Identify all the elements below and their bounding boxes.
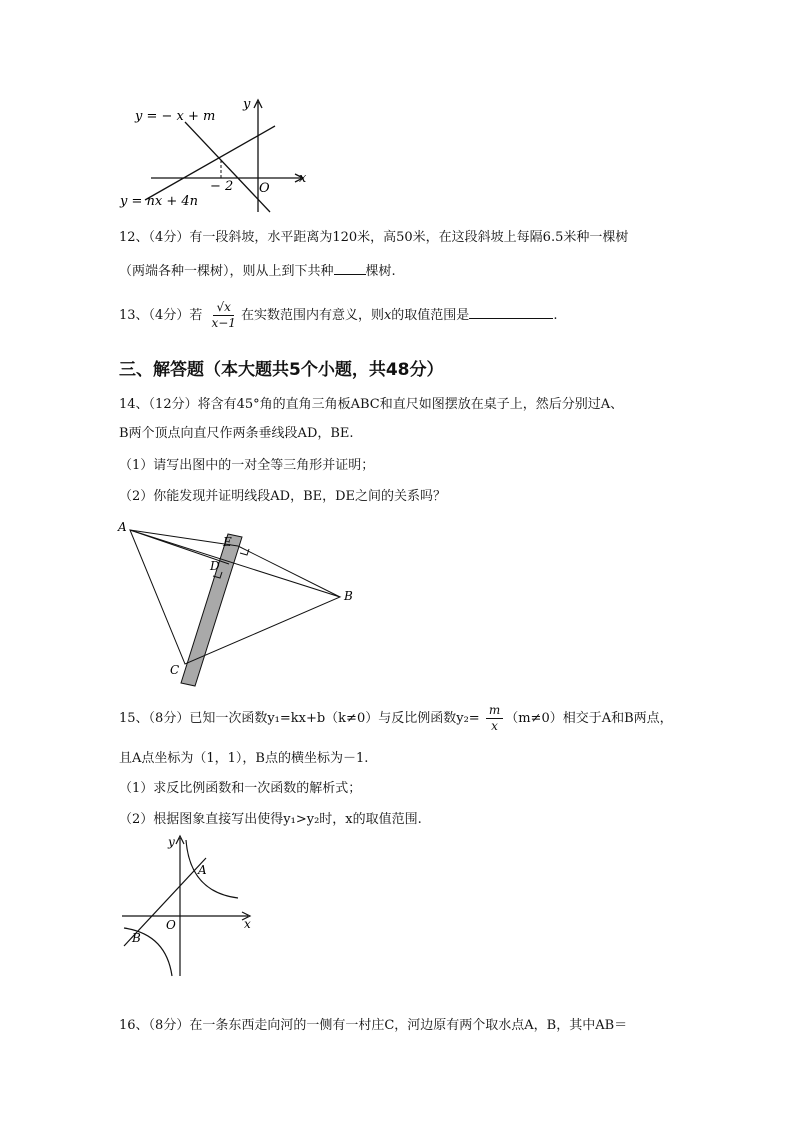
q15-prefix: 15、（8分）已知一次函数y₁=kx+b（k≠0）与反比例函数y₂= — [119, 711, 480, 726]
origin-label: O — [166, 918, 176, 932]
point-d-label: D — [210, 559, 220, 573]
answer-blank[interactable] — [334, 260, 366, 275]
m-over-x-fraction — [486, 703, 503, 734]
eq2-label: y = nx + 4n — [120, 194, 199, 209]
q12-line2 — [119, 260, 396, 281]
vertex-b-label: B — [344, 589, 353, 603]
q13-middle: 在实数范围内有意义，则 — [240, 308, 384, 323]
ruler — [181, 534, 242, 686]
hyperbola-branch-1 — [186, 840, 238, 898]
q12-line2-end: 棵树. — [365, 264, 396, 279]
q15-part2: （2）根据图象直接写出使得y₁>y₂时，x的取值范围. — [119, 812, 422, 827]
section-heading: 三、解答题（本大题共5个小题，共48分） — [119, 360, 444, 380]
tick-label: − 2 — [210, 179, 234, 194]
eq1-label: y = − x + m — [135, 109, 216, 124]
point-e-label: E — [223, 535, 232, 549]
linear-functions-figure — [115, 94, 315, 218]
origin-label: O — [259, 181, 270, 196]
q15-line1 — [119, 701, 673, 737]
fraction-numerator: m — [486, 703, 503, 719]
fraction-numerator: √x — [213, 300, 233, 316]
segment-ae — [130, 530, 238, 546]
vertex-c-label: C — [170, 663, 180, 677]
point-b-label: B — [132, 931, 141, 945]
q15-part1: （1）求反比例函数和一次函数的解析式； — [119, 781, 362, 796]
q12-line2-text: （两端各种一棵树），则从上到下共种 — [119, 264, 334, 279]
y-axis-label: y — [168, 835, 175, 849]
q13-variable: x — [383, 308, 392, 323]
fraction-denominator: x−1 — [211, 316, 236, 330]
q12-line1: 12、（4分）有一段斜坡，水平距离为120米，高50米，在这段斜坡上每隔6.5米种一棵树 — [119, 230, 629, 245]
q13-line — [119, 298, 557, 334]
q15-suffix: （m≠0）相交于A和B两点， — [505, 711, 673, 726]
hyperbola-line-figure — [118, 832, 258, 980]
y-axis-label: y — [243, 97, 251, 112]
x-axis-label: x — [244, 917, 251, 931]
point-a-label: A — [198, 863, 207, 877]
q13-end: . — [553, 308, 558, 323]
segment-be — [238, 546, 340, 597]
q14-line2: B两个顶点向直尺作两条垂线段AD，BE. — [119, 426, 354, 441]
x-axis-label: x — [299, 171, 307, 186]
triangle-ruler-figure — [112, 516, 364, 690]
q16-line1: 16、（8分）在一条东西走向河的一侧有一村庄C，河边原有两个取水点A，B，其中AB＝ — [119, 1018, 628, 1033]
vertex-a-label: A — [118, 520, 127, 534]
q15-line2: 且A点坐标为（1，1），B点的横坐标为－1. — [119, 751, 369, 766]
q14-part2: （2）你能发现并证明线段AD，BE，DE之间的关系吗？ — [119, 489, 447, 504]
answer-blank[interactable] — [469, 304, 553, 319]
q14-part1: （1）请写出图中的一对全等三角形并证明； — [119, 458, 375, 473]
right-angle-mark-e — [240, 549, 249, 555]
q13-suffix: 的取值范围是 — [391, 308, 470, 323]
fraction-denominator: x — [491, 719, 498, 733]
q14-line1: 14、（12分）将含有45°角的直角三角板ABC和直尺如图摆放在桌子上，然后分别过A、 — [119, 397, 624, 412]
sqrt-fraction — [208, 300, 238, 331]
q13-prefix: 13、（4分）若 — [119, 308, 203, 323]
